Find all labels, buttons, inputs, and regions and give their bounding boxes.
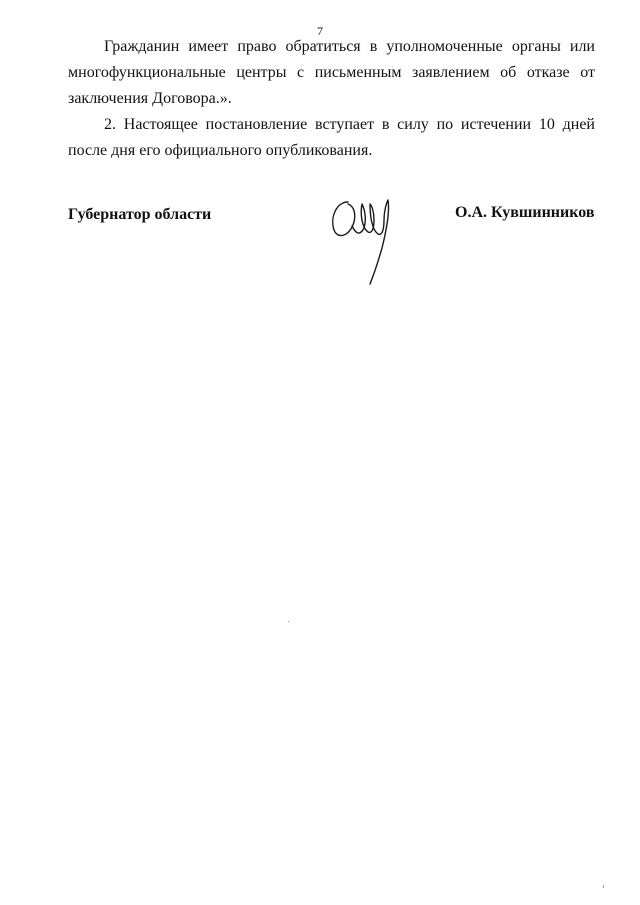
handwritten-signature xyxy=(326,188,396,288)
page-number: 7 xyxy=(317,24,323,38)
paragraph-effective-date: 2. Настоящее постановление вступает в силу по истечении 10 дней после дня его официального опубликования. xyxy=(68,116,595,159)
scan-speck xyxy=(288,621,289,622)
scan-speck xyxy=(603,885,604,888)
signatory-name: О.А. Кувшинников xyxy=(455,204,595,221)
body-text xyxy=(68,34,595,164)
paragraph-citizen-right: Гражданин имеет право обратиться в уполномоченные органы или многофункциональные центры с письменным заявлением об отказе от заключения Договора.». xyxy=(68,38,595,107)
signatory-title: Губернатор области xyxy=(68,206,212,223)
